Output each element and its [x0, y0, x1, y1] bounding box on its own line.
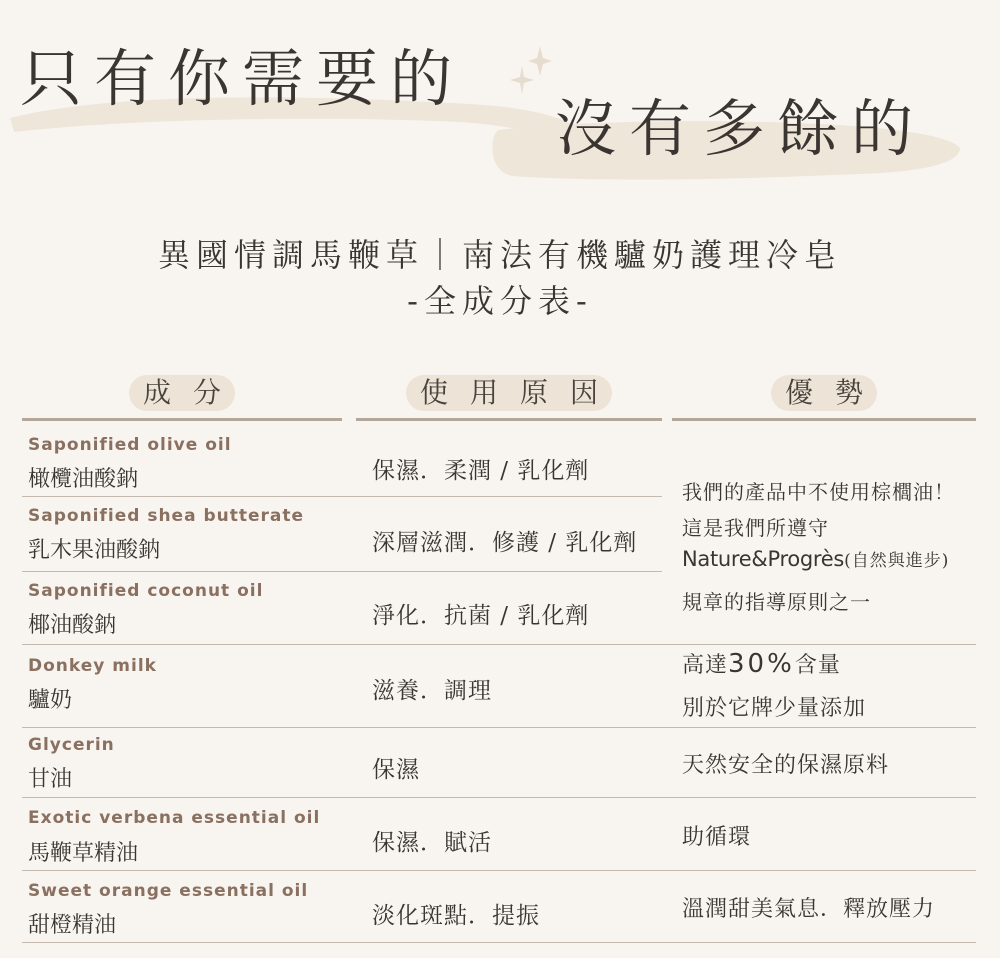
column-header-usage-label: 使用原因: [419, 376, 620, 409]
row-divider: [22, 942, 976, 943]
ingredient-chinese-name: 馬鞭草精油: [28, 841, 139, 866]
advantage-milk-suffix: 含量: [794, 653, 841, 678]
row-divider: [22, 797, 976, 798]
advantage-milk-prefix: 高達: [682, 653, 729, 678]
ingredient-english-name: Exotic verbena essential oil: [28, 808, 321, 828]
ingredient-chinese-name: 椰油酸鈉: [28, 613, 117, 638]
ingredient-english-name: Saponified olive oil: [28, 435, 232, 455]
row-divider: [22, 870, 976, 871]
headline-line-1: 只有你需要的: [20, 42, 465, 115]
ingredient-chinese-name: 甜橙精油: [28, 913, 117, 938]
advantage-palm-line-1: 我們的產品中不使用棕櫚油！: [682, 480, 955, 504]
column-header-ingredient-label: 成分: [142, 376, 243, 409]
row-divider: [22, 496, 662, 497]
advantage-palm-line-3: [682, 546, 949, 572]
advantage-milk-line-2: 別於它牌少量添加: [682, 696, 867, 721]
column-rule-ingredient: [22, 418, 342, 421]
advantage-milk-percent: 30%: [728, 649, 795, 679]
advantage-milk-line-1: [682, 648, 841, 679]
row-divider: [22, 727, 976, 728]
row-divider: [22, 571, 662, 572]
ingredient-english-name: Saponified shea butterate: [28, 506, 305, 526]
ingredient-chinese-name: 橄欖油酸鈉: [28, 467, 139, 492]
advantage-verbena: 助循環: [682, 825, 752, 850]
column-header-advantage-label: 優勢: [784, 376, 885, 409]
ingredient-usage: 滋養．調理: [372, 678, 492, 704]
ingredient-english-name: Sweet orange essential oil: [28, 881, 309, 901]
ingredient-usage: 淨化．抗菌 / 乳化劑: [372, 603, 590, 629]
row-divider: [22, 644, 976, 645]
column-header-ingredient: [22, 375, 342, 411]
advantage-orange: 溫潤甜美氣息．釋放壓力: [682, 897, 936, 922]
headline-line-2: 沒有多餘的: [555, 92, 926, 165]
product-title: 異國情調馬鞭草｜南法有機驢奶護理冷皂: [157, 236, 842, 274]
advantage-palm-line-2: 這是我們所遵守: [682, 516, 829, 540]
ingredient-usage: 保濕．柔潤 / 乳化劑: [372, 458, 590, 484]
nature-progres-note: (自然與進步): [844, 551, 950, 571]
column-rule-usage: [356, 418, 662, 421]
advantage-palm-line-4: 規章的指導原則之一: [682, 590, 871, 614]
ingredient-english-name: Donkey milk: [28, 656, 157, 676]
ingredient-english-name: Glycerin: [28, 735, 115, 755]
ingredient-usage: 深層滋潤．修護 / 乳化劑: [372, 530, 638, 556]
column-header-advantage: [672, 375, 976, 411]
ingredient-usage: 淡化斑點．提振: [372, 903, 540, 929]
column-rule-advantage: [672, 418, 976, 421]
column-header-usage: [356, 375, 662, 411]
ingredient-chinese-name: 乳木果油酸鈉: [28, 538, 161, 563]
advantage-glycerin: 天然安全的保濕原料: [682, 753, 890, 778]
sparkle-icon: [508, 44, 552, 100]
ingredient-usage: 保濕．賦活: [372, 830, 492, 856]
ingredient-chinese-name: 甘油: [28, 767, 73, 792]
nature-progres-label: Nature&Progrès: [682, 547, 845, 571]
ingredient-chinese-name: 驢奶: [28, 688, 73, 713]
ingredient-english-name: Saponified coconut oil: [28, 581, 264, 601]
section-title: -全成分表-: [407, 282, 593, 320]
ingredient-usage: 保濕: [372, 757, 420, 783]
